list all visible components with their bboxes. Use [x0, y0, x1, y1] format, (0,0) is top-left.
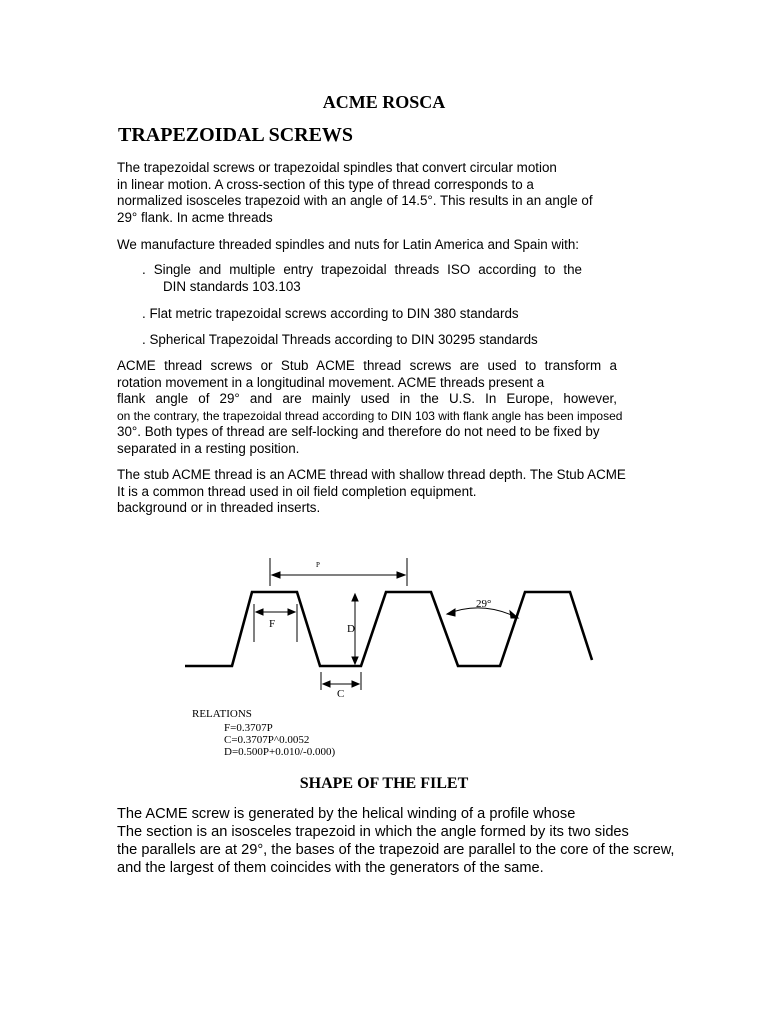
shape-line: The section is an isosceles trapezoid in which the angle formed by its two sides — [117, 824, 629, 840]
acme-line: separated in a resting position. — [117, 440, 300, 456]
stub-line: background or in threaded inserts. — [117, 500, 321, 516]
intro-line: normalized isosceles trapezoid with an angle of 14.5°. This results in an angle of — [117, 193, 593, 209]
relation-line: C=0.3707P^0.0052 — [224, 734, 310, 746]
intro-line: The trapezoidal screws or trapezoidal spindles that convert circular motion — [117, 160, 557, 175]
relations-title: RELATIONS — [192, 708, 252, 720]
acme-line: 30°. Both types of thread are self-locking and therefore do not need to be fixed by — [117, 424, 600, 440]
intro-line: in linear motion. A cross-section of this type of thread corresponds to a — [117, 176, 534, 192]
label-d: D — [347, 623, 355, 635]
dimension-lines — [254, 558, 518, 690]
acme-line: flank angle of 29° and are mainly used in the U.S. In Europe, however, — [117, 391, 617, 407]
acme-line: ACME thread screws or Stub ACME thread screws are used to transform a — [117, 358, 617, 373]
shape-line: the parallels are at 29°, the bases of the trapezoid are parallel to the core of the screw, — [117, 842, 675, 858]
section-heading-shape: SHAPE OF THE FILET — [299, 775, 469, 792]
acme-line: rotation movement in a longitudinal movement. ACME threads present a — [117, 374, 545, 390]
section-heading-trapezoidal: TRAPEZOIDAL SCREWS — [118, 124, 354, 146]
label-c: C — [337, 688, 345, 700]
relation-line: F=0.3707P — [224, 722, 273, 734]
shape-paragraph — [117, 805, 677, 877]
shape-line: The ACME screw is generated by the helical winding of a profile whose — [117, 806, 576, 822]
list-item-line: . Flat metric trapezoidal screws according to DIN 380 standards — [142, 306, 519, 321]
relation-line: D=0.500P+0.010/-0.000) — [224, 746, 336, 758]
list-item-line: DIN standards 103.103 — [163, 278, 301, 294]
page-title: ACME ROSCA — [322, 92, 446, 112]
stub-line: The stub ACME thread is an ACME thread with shallow thread depth. The Stub ACME — [117, 467, 626, 482]
list-item-line: . Single and multiple entry trapezoidal threads ISO according to the — [142, 262, 582, 277]
shape-line: and the largest of them coincides with the generators of the same. — [117, 860, 544, 876]
acme-line: on the contrary, the trapezoidal thread according to DIN 103 with flank angle has been imposed — [117, 408, 623, 423]
list-item-line: . Spherical Trapezoidal Threads according to DIN 30295 standards — [142, 332, 538, 347]
intro-line: 29° flank. In acme threads — [117, 209, 273, 225]
label-p: P — [316, 561, 320, 569]
stub-line: It is a common thread used in oil field completion equipment. — [117, 483, 477, 499]
label-angle: 29° — [476, 598, 492, 610]
thread-profile — [185, 592, 592, 666]
label-f: F — [269, 618, 276, 630]
manufacture-line: We manufacture threaded spindles and nuts for Latin America and Spain with: — [117, 237, 580, 252]
